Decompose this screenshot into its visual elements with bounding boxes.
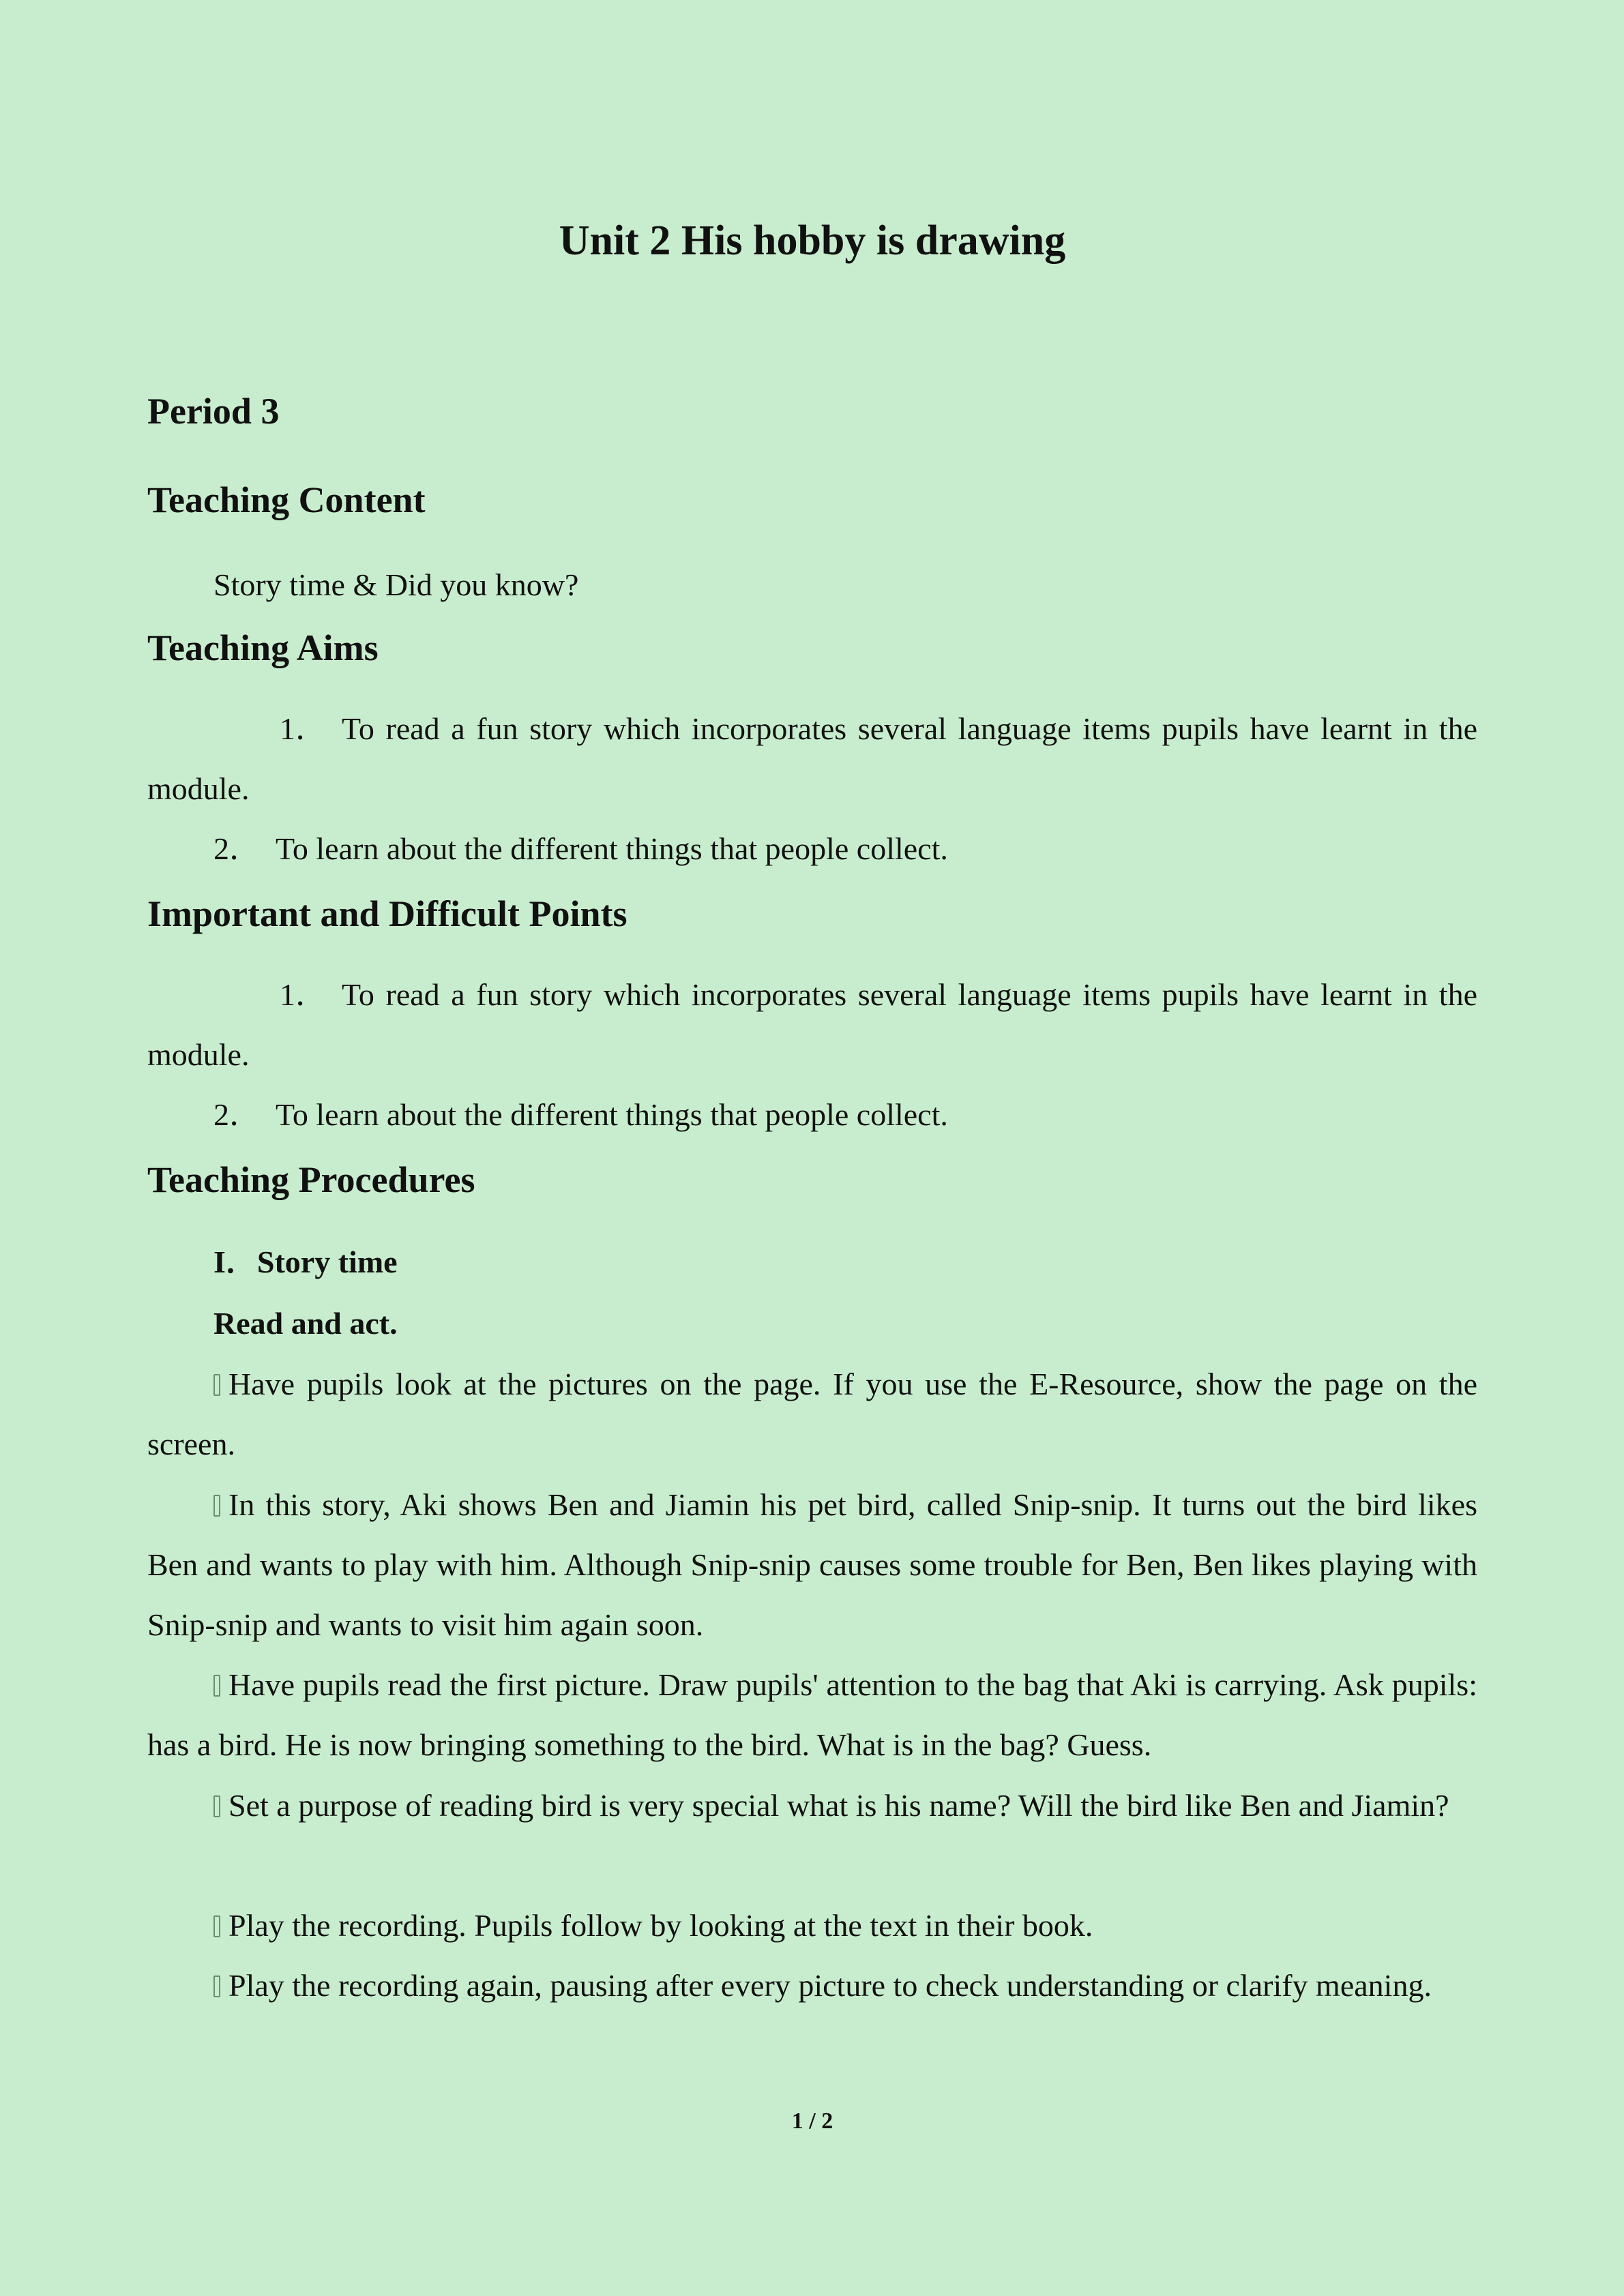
- important-point-number: 2．: [213, 1097, 261, 1132]
- procedure-bullet-text: Have pupils look at the pictures on the page. If you use the E-Resource, show the page on the screen.: [147, 1367, 1477, 1461]
- procedure-bullet-text: Play the recording again, pausing after every picture to check understanding or clarify meaning.: [228, 1968, 1432, 2003]
- bullet-icon: [213, 1495, 220, 1517]
- teaching-aim-text: To read a fun story which incorporates several language items pupils have learnt in the module.: [147, 711, 1477, 806]
- procedure-bullet-4: [147, 1776, 1477, 1836]
- document-page: [147, 0, 1477, 2296]
- procedure-bullet-text: Play the recording. Pupils follow by looking at the text in their book.: [228, 1908, 1093, 1943]
- procedure-bullet-text: Set a purpose of reading bird is very special what is his name? Will the bird like Ben and Jiamin?: [228, 1788, 1449, 1823]
- teaching-aim-text: To learn about the different things that people collect.: [276, 831, 948, 866]
- teaching-aims-heading: Teaching Aims: [147, 627, 379, 668]
- teaching-content-heading: Teaching Content: [147, 479, 426, 520]
- document-title: Unit 2 His hobby is drawing: [559, 218, 1066, 264]
- procedure-bullet-3: [147, 1655, 1477, 1775]
- important-point-item-2: [213, 1094, 948, 1135]
- teaching-aim-item-1: [147, 699, 1477, 819]
- important-point-number: 1．: [280, 977, 327, 1012]
- period-heading: Period 3: [147, 391, 280, 432]
- important-point-text: To read a fun story which incorporates several language items pupils have learnt in the module.: [147, 977, 1477, 1072]
- read-and-act-heading: Read and act.: [213, 1306, 398, 1341]
- procedure-bullet-2: [147, 1475, 1477, 1655]
- teaching-aim-number: 1．: [280, 711, 327, 746]
- bullet-icon: [213, 1976, 220, 1997]
- important-point-text: To learn about the different things that people collect.: [276, 1097, 948, 1132]
- procedure-bullet-5: [147, 1896, 1477, 1956]
- procedure-bullet-6: [147, 1956, 1477, 2016]
- teaching-aim-number: 2．: [213, 831, 261, 866]
- bullet-icon: [213, 1915, 220, 1937]
- teaching-procedures-heading: Teaching Procedures: [147, 1159, 475, 1200]
- procedure-bullet-text: In this story, Aki shows Ben and Jiamin his pet bird, called Snip-snip. It turns out the bird likes Ben and wants to play with him. Although Snip-snip causes some trouble for Ben, Ben likes playing with Snip-snip and wants to visit him again soon.: [147, 1487, 1477, 1642]
- bullet-icon: [213, 1795, 220, 1817]
- important-points-heading: Important and Difficult Points: [147, 893, 628, 934]
- bullet-icon: [213, 1675, 220, 1697]
- teaching-content-text: Story time & Did you know?: [213, 567, 579, 602]
- important-point-item-1: [147, 965, 1477, 1085]
- procedure-bullet-text: Have pupils read the first picture. Draw pupils' attention to the bag that Aki is carrying. Ask pupils: has a bird. He is now bringing something to the bird. What is in the bag? Guess.: [147, 1667, 1477, 1762]
- bullet-icon: [213, 1374, 220, 1396]
- story-time-heading: I．Story time: [213, 1244, 398, 1279]
- page-number: 1 / 2: [791, 2108, 833, 2134]
- procedure-bullet-1: [147, 1354, 1477, 1474]
- teaching-aim-item-2: [213, 829, 948, 869]
